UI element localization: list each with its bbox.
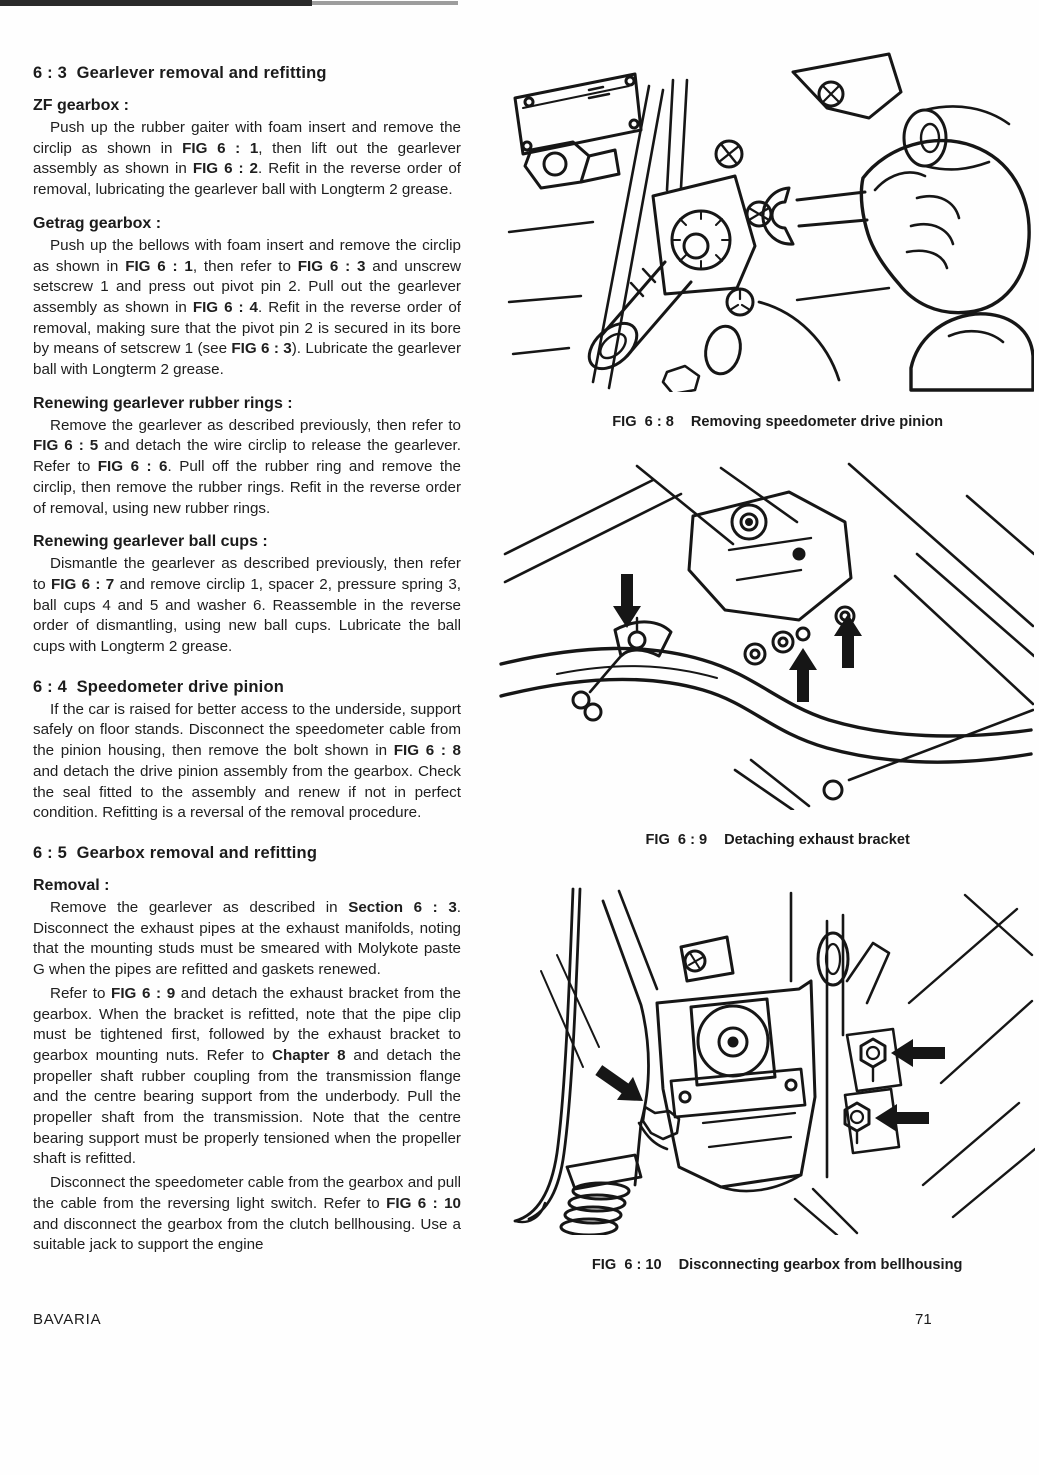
text-run: FIG 6 : 4 [192,298,258,316]
text-run: FIG 6 : 1 [125,257,193,275]
text-run: Renewing gearlever ball cups : [33,533,268,551]
text-run: Disconnect the speedometer cable from the gearbox and pull the cable from the reversing light switch. Refer to [33,1174,461,1212]
page-number: 71 [915,1311,932,1328]
section-heading-6-5 [33,844,461,863]
text-run: FIG 6 : 10 [386,1194,461,1212]
fig-6-9-drawing [497,458,1034,810]
text-run: ZF gearbox : [33,97,130,114]
text-run: and detach the drive pinion assembly from the gearbox. Check the seal fitted to the assembly and renew if not in perfect condition. Refitting is a reversal of the removal procedure. [33,762,461,822]
figure-caption-text: Removing speedometer drive pinion [690,414,944,430]
paragraph-removal-1 [33,898,461,981]
text-run: 6 : 3 Gearlever removal and refitting [33,64,327,82]
text-run: Remove the gearlever as described in [50,898,349,916]
text-run: Removal : [33,876,110,894]
footer-model-name: BAVARIA [33,1311,102,1328]
figure-label: FIG 6 : 9 [645,832,708,848]
subheading-renewing-rubber-rings [33,395,461,413]
figure-6-9 [497,458,1034,864]
text-run: , then lift out the gearlever assembly as shown in [33,139,461,178]
text-run: Renewing gearlever rubber rings : [33,394,293,412]
figure-label: FIG 6 : 8 [612,414,674,430]
paragraph-getrag-gearbox [33,236,461,381]
figure-caption [497,398,1034,446]
fig-6-8-drawing [497,50,1034,392]
text-run: Remove the gearlever as described previously, then refer to [50,416,461,434]
paragraph-removal-3 [33,1173,461,1256]
arrow-icon [789,648,817,702]
subheading-removal [33,877,461,895]
paragraph-removal-2 [33,984,461,1170]
arrow-icon [875,1104,929,1132]
text-run: Section 6 : 3 [348,898,457,916]
text-run: FIG 6 : 3 [297,257,366,275]
text-run: . Refit in the reverse order of removal, making sure that the pivot pin 2 is secured in its bore by means of setscrew 1 (see [33,298,461,358]
paragraph-ball-cups [33,554,461,658]
figure-6-8 [497,50,1034,446]
text-run: and detach the propeller shaft rubber coupling from the transmission flange and the centre bearing support from the underbody. Pull the propeller shaft from the transmission. Note that the centre bearing support must be properly tensioned when the propeller shaft is refitted. [33,1046,461,1168]
text-run: . Refit in the reverse order of removal, lubricating the gearlever ball with Longterm 2 grease. [33,160,461,199]
text-run: Chapter 8 [271,1046,346,1064]
text-run: Refer to [50,984,112,1002]
text-run: Dismantle the gearlever as described previously, then refer to [33,555,461,593]
text-run: 6 : 5 Gearbox removal and refitting [33,843,318,862]
text-run: and remove circlip 1, spacer 2, pressure spring 3, ball cups 4 and 5 and washer 6. Reassemble in the reverse order of dismantling, using new ball cups. Lubricate the ball cups with Longterm 2 grease. [33,575,462,656]
text-run: FIG 6 : 5 [33,437,99,455]
text-run: . Pull off the rubber ring and remove the circlip, then remove the rubber rings. Refit in the reverse order of removal, using new rubber rings. [33,458,461,517]
text-run: and detach the exhaust bracket from the gearbox. When the bracket is refitted, note that the pipe clip must be tightened first, followed by the exhaust bracket to gearbox mounting nuts. Refer to [33,984,462,1064]
figure-6-10 [495,885,1035,1289]
section-heading-6-4 [33,678,461,697]
text-run: ). Lubricate the gearlever ball with Longterm 2 grease. [33,340,462,379]
figure-caption-text: Detaching exhaust bracket [724,832,910,848]
text-run: FIG 6 : 1 [182,139,259,157]
subheading-getrag-gearbox [33,215,461,233]
figure-caption [495,1241,1035,1289]
subheading-renewing-ball-cups [33,533,461,551]
section-heading-6-3 [33,64,461,83]
figure-caption-text: Disconnecting gearbox from bellhousing [678,1257,963,1273]
text-run: 6 : 4 Speedometer drive pinion [33,677,285,696]
paragraph-zf-gearbox [33,118,461,201]
text-run: and detach the wire circlip to release the gearlever. Refer to [33,437,461,476]
text-run: FIG 6 : 3 [231,340,292,358]
arrow-icon [591,1059,651,1113]
text-run: FIG 6 : 8 [393,742,461,760]
scan-artifact-bar [0,0,312,6]
figure-caption [497,816,1034,864]
text-column [33,64,461,1256]
figure-label: FIG 6 : 10 [591,1257,662,1273]
subheading-zf-gearbox [33,97,461,115]
fig-6-10-drawing [495,885,1035,1235]
scan-artifact-bar-light [312,1,458,5]
text-run: , then refer to [192,257,298,275]
text-run: FIG 6 : 7 [51,575,115,593]
text-run: Getrag gearbox : [33,214,162,232]
text-run: If the car is raised for better access to the underside, support safely on floor stands. Disconnect the speedometer cable from the pinion housing, then remove the bolt shown in [33,700,461,760]
text-run: and disconnect the gearbox from the clutch bellhousing. Use a suitable jack to support the engine [33,1215,461,1254]
text-run: FIG 6 : 2 [192,160,258,178]
paragraph-rubber-rings [33,416,461,520]
text-run: FIG 6 : 9 [111,984,176,1002]
text-run: FIG 6 : 6 [97,458,168,476]
text-run: Push up the bellows with foam insert and remove the circlip as shown in [33,236,461,275]
text-run: Push up the rubber gaiter with foam insert and remove the circlip as shown in [33,119,461,157]
paragraph-speedo-pinion [33,700,461,824]
text-run: and unscrew setscrew 1 and press out pivot pin 2. Pull out the gearlever assembly as shown in [33,257,461,316]
text-run: . Disconnect the exhaust pipes at the exhaust manifolds, noting that the mounting studs must be smeared with Molykote paste G when the pipes are refitted and gaskets renewed. [33,898,461,979]
